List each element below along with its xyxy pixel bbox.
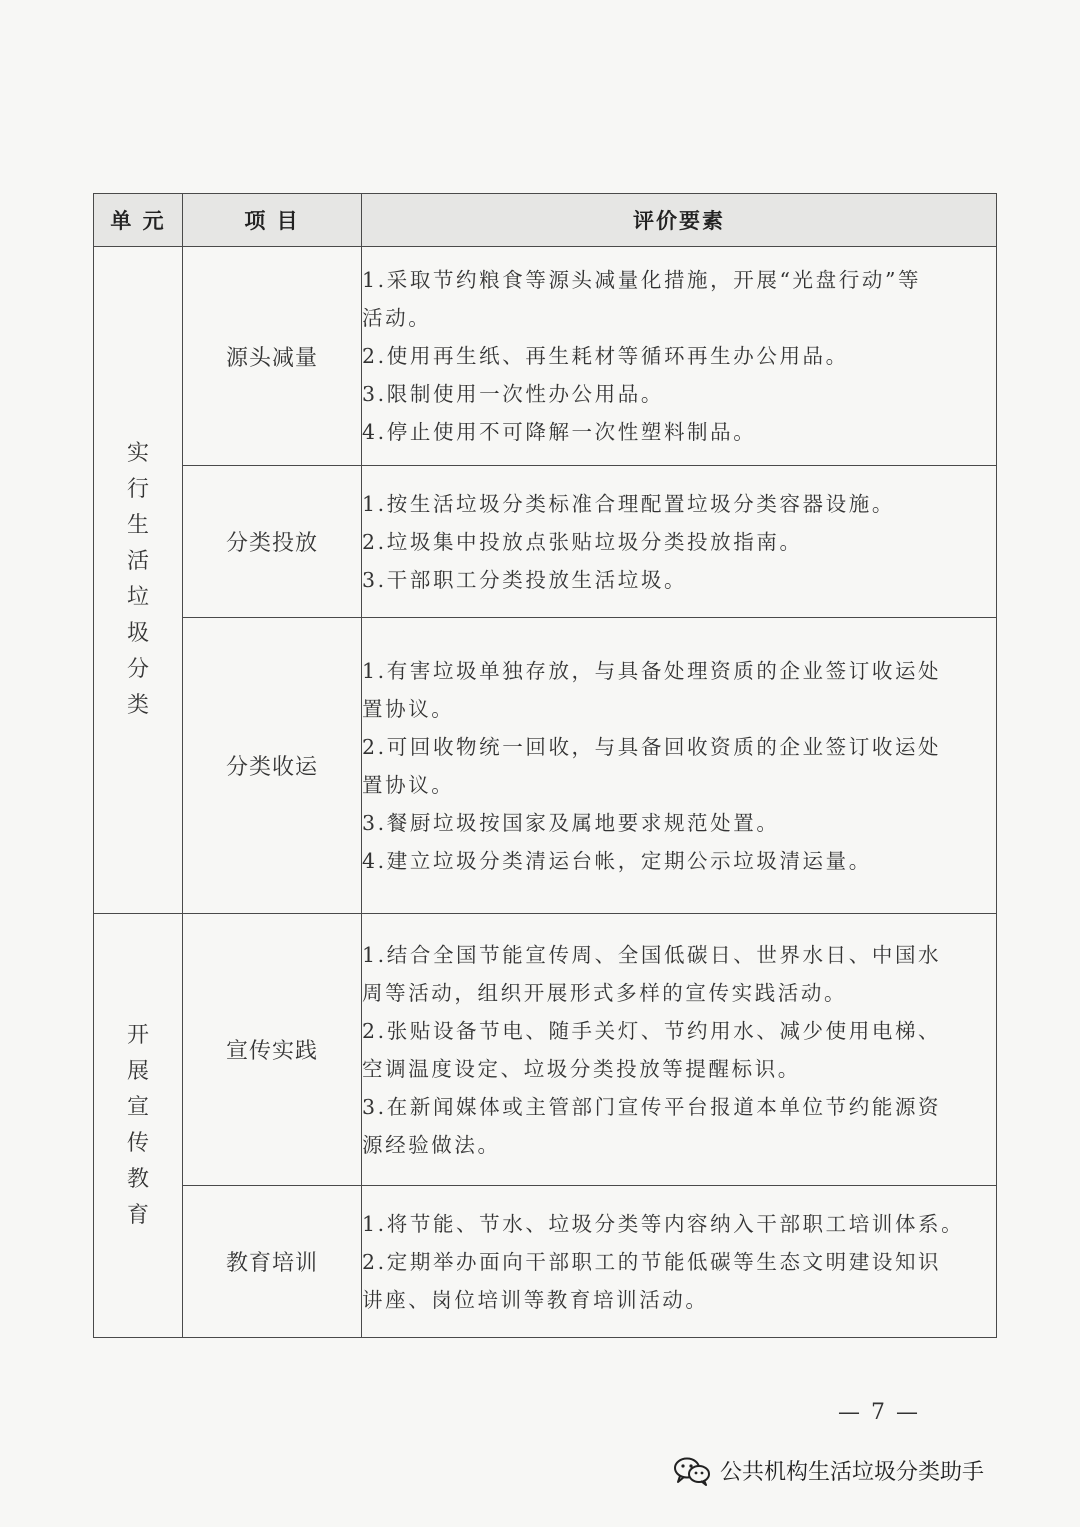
criteria-cell xyxy=(362,618,997,914)
watermark-text: 公共机构生活垃圾分类助手 xyxy=(720,1460,985,1485)
wechat-icon xyxy=(672,1456,712,1486)
unit-cell xyxy=(94,247,183,914)
criteria-line: 3.限制使用一次性办公用品。 xyxy=(362,382,664,406)
criteria-cell xyxy=(362,466,997,618)
table-row xyxy=(94,466,997,618)
item-cell: 教育培训 xyxy=(183,1186,362,1338)
page-number: — 7 — xyxy=(838,1400,920,1425)
criteria-line: 周等活动，组织开展形式多样的宣传实践活动。 xyxy=(362,980,848,1005)
criteria-line: 空调温度设定、垃圾分类投放等提醒标识。 xyxy=(362,1056,801,1081)
criteria-line: 3.干部职工分类投放生活垃圾。 xyxy=(362,567,688,592)
criteria-line: 源经验做法。 xyxy=(362,1132,501,1157)
item-cell: 宣传实践 xyxy=(183,914,362,1186)
header-unit: 单 元 xyxy=(94,194,183,247)
header-criteria: 评价要素 xyxy=(362,194,997,247)
criteria-cell xyxy=(362,247,997,466)
criteria-line: 置协议。 xyxy=(362,772,455,797)
criteria-line: 2.可回收物统一回收，与具备回收资质的企业签订收运处 xyxy=(362,734,942,759)
criteria-line: 2.定期举办面向干部职工的节能低碳等生态文明建设知识 xyxy=(362,1249,942,1274)
evaluation-table xyxy=(93,193,997,1338)
unit-label: 实 行 生 活 垃 圾 分 类 xyxy=(126,441,149,718)
criteria-line: 置协议。 xyxy=(362,696,455,721)
criteria-line: 2.垃圾集中投放点张贴垃圾分类投放指南。 xyxy=(362,529,803,554)
item-cell: 分类投放 xyxy=(183,466,362,618)
criteria-line: 4.建立垃圾分类清运台帐，定期公示垃圾清运量。 xyxy=(362,848,872,873)
item-cell: 分类收运 xyxy=(183,618,362,914)
unit-label: 开 展 宣 传 教 育 xyxy=(126,1022,149,1228)
watermark xyxy=(672,1455,984,1486)
criteria-line: 1.按生活垃圾分类标准合理配置垃圾分类容器设施。 xyxy=(362,491,895,516)
criteria-line: 活动。 xyxy=(362,306,432,330)
criteria-line: 1.有害垃圾单独存放，与具备处理资质的企业签订收运处 xyxy=(362,658,942,683)
table-row xyxy=(94,914,997,1186)
criteria-cell xyxy=(362,914,997,1186)
unit-cell xyxy=(94,914,183,1338)
criteria-line: 2.张贴设备节电、随手关灯、节约用水、减少使用电梯、 xyxy=(362,1018,942,1043)
table-row xyxy=(94,618,997,914)
criteria-line: 3.餐厨垃圾按国家及属地要求规范处置。 xyxy=(362,810,780,835)
criteria-line: 1.结合全国节能宣传周、全国低碳日、世界水日、中国水 xyxy=(362,942,942,967)
criteria-line: 讲座、岗位培训等教育培训活动。 xyxy=(362,1287,709,1312)
criteria-line: 1.将节能、节水、垃圾分类等内容纳入干部职工培训体系。 xyxy=(362,1211,965,1236)
criteria-line: 1.采取节约粮食等源头减量化措施，开展“光盘行动”等 xyxy=(362,268,922,292)
criteria-line: 2.使用再生纸、再生耗材等循环再生办公用品。 xyxy=(362,344,849,368)
criteria-line: 4.停止使用不可降解一次性塑料制品。 xyxy=(362,420,757,444)
criteria-line: 3.在新闻媒体或主管部门宣传平台报道本单位节约能源资 xyxy=(362,1094,942,1119)
item-cell: 源头减量 xyxy=(183,247,362,466)
table-row xyxy=(94,247,997,466)
header-item: 项 目 xyxy=(183,194,362,247)
table-header-row xyxy=(94,194,997,247)
criteria-cell xyxy=(362,1186,997,1338)
table-row xyxy=(94,1186,997,1338)
